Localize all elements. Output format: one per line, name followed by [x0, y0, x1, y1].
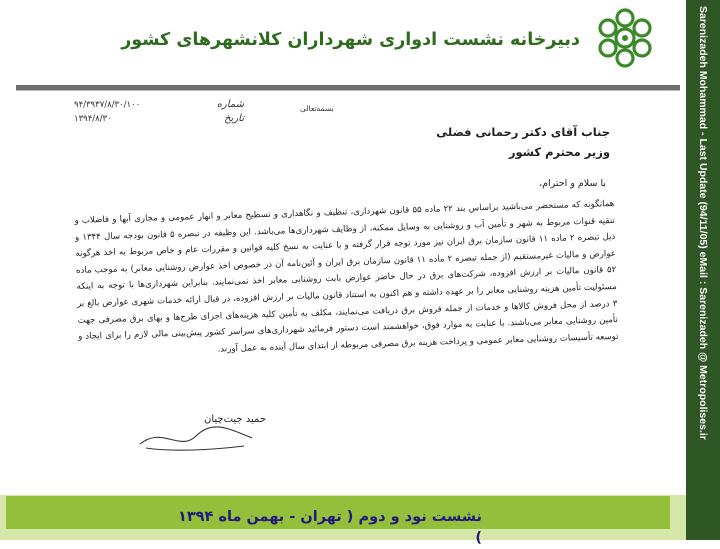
recipient-block [310, 122, 610, 162]
letter-body: همانگونه که مستحضر می‌باشید براساس بند ۲۲ ماده ۵۵ قانون شهرداری، تنظیف و نگاهداری و تسطیح معابر و انهار عمومی و مجاری آبها و فاضلاب و تنقیه قنوات مربوط به شهر و تأمین آب و روشنایی به وسایل ممکنه، از وظایف شهرداری‌ها می‌باشد. این وظیفه در تبصره ۵ قانون بودجه سال ۱۳۴۴ و ذیل تبصره ۲ ماده ۱۱ قانون سازمان برق ایران نیز مورد توجه قرار گرفته و با عنایت به نسخ کلیه قوانین و مقررات عام و خاص مربوط به اخذ هرگونه عوارض و مالیات غیرمستقیم (از جمله تبصره ۲ ماده ۱۱ قانون سازمان برق ایران و آئین‌نامه آن در خصوص اخذ عوارض روشنایی معابر) به موجب ماده ۵۲ قانون مالیات بر ارزش افزوده، شرکت‌های برق در حال حاضر عوارض بابت روشنایی معابر اخذ نمی‌نمایند. بنابراین شهرداری‌ها با توجه به اینکه مسئولیت تأمین هزینه روشنایی معابر را بر عهده داشته و هم اکنون به استناد قانون مالیات بر ارزش افزوده، در قبال ارائه خدمات شهری عوارض بالغ بر ۳ درصد از محل فروش کالاها و خدمات از جمله فروش برق دریافت می‌نمایند، مکلف به تأمین کلیه هزینه‌های اجرای طرح‌ها و بهای برق مصرفی جهت تأمین روشنایی معابر می‌باشند. با عنایت به موارد فوق، خواهشمند است دستور فرمائید شهرداری‌های سراسر کشور پیش‌بینی مالی لازم را برای ایجاد و توسعه تأسیسات روشنایی معابر عمومی و پرداخت هزینه برق مصرفی مربوطه از ابتدای سال آینده به عمل آورند. [74, 198, 619, 355]
greeting: با سلام و احترام، [539, 178, 606, 189]
number-label: شماره [216, 99, 244, 110]
scanned-letter [64, 96, 630, 496]
bismillah: بسمه‌تعالی [300, 104, 334, 113]
metropolises-logo [588, 6, 662, 70]
date-label: تاریخ [224, 113, 244, 124]
letter-date: ۱۳۹۴/۸/۳۰ [74, 114, 112, 124]
header-divider-shadow [16, 90, 680, 91]
sidebar-author-info: Sarenizadeh Mohammad - Last Update (94/11/05) eMail : Sarenizadeh @ Metropolises.ir [697, 6, 709, 440]
footer-caption: نشست نود و دوم ( تهران - بهمن ماه ۱۳۹۴ ) [177, 509, 482, 546]
sidebar [686, 0, 720, 540]
signature-scribble [132, 418, 262, 458]
page-title: دبیرخانه نشست ادواری شهرداران کلانشهرهای کشور [121, 30, 580, 50]
recipient-title: وزیر محترم کشور [508, 145, 610, 159]
letter-meta [74, 98, 244, 126]
letter-number: ۹۴/۳۹۳۷/۸/۳۰/۱۰۰ [74, 100, 141, 110]
signatory-name: حمید جیت‌چیان [204, 414, 267, 425]
recipient-name: جناب آقای دکتر رحمانی فضلی [436, 125, 610, 139]
